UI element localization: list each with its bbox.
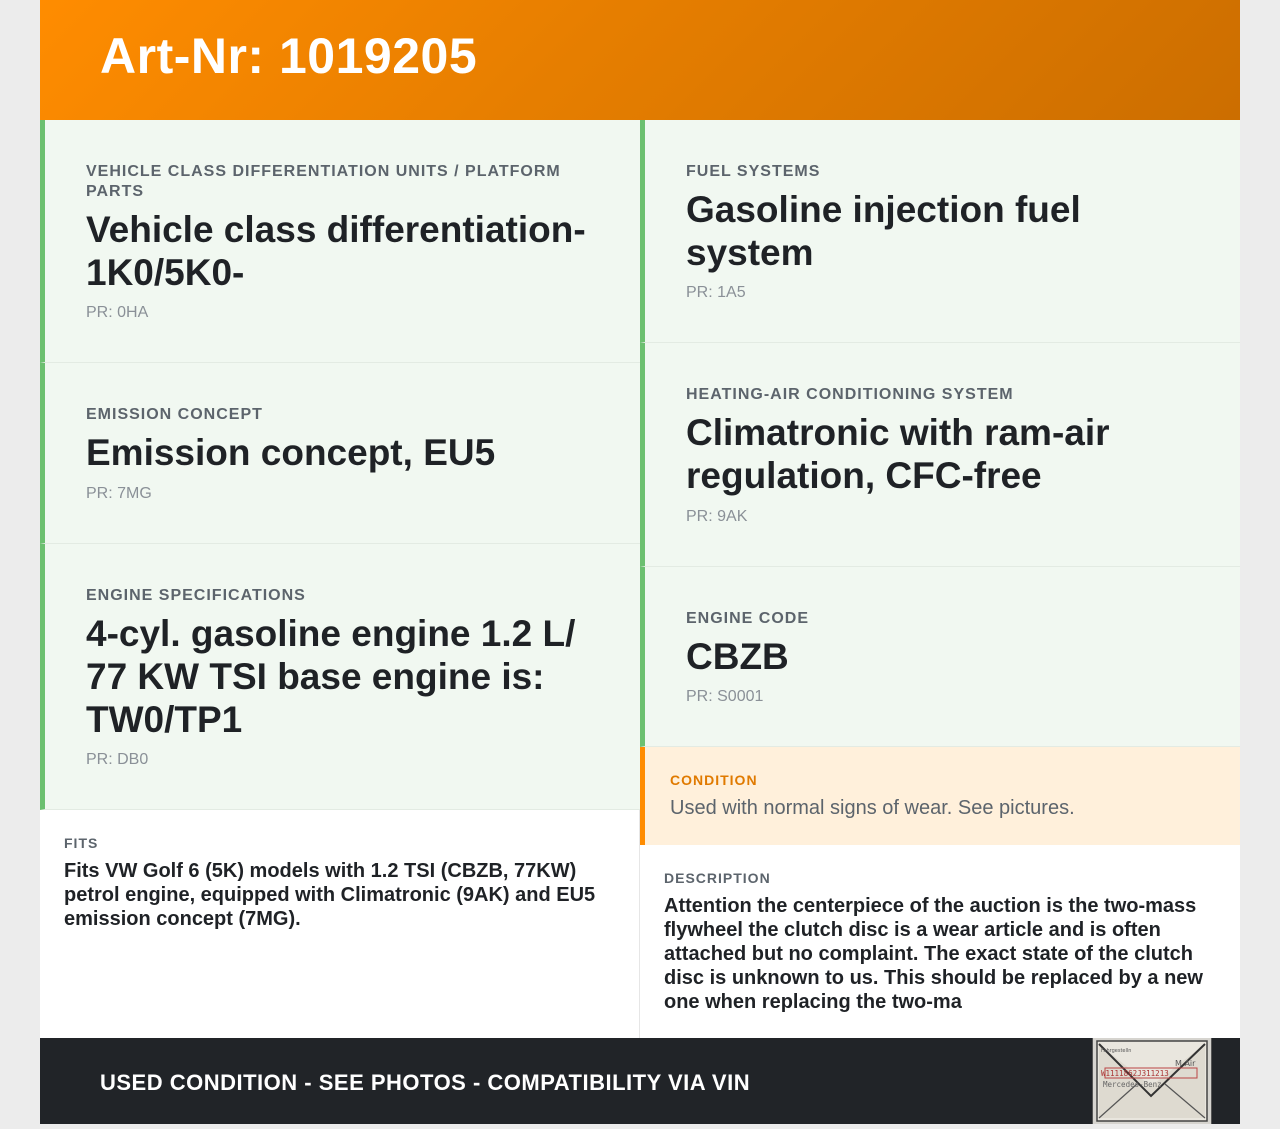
spec-card-category: ENGINE CODE <box>686 610 810 627</box>
spec-card-pr-code: PR: 0HA <box>86 304 149 321</box>
spec-card-category: HEATING-AIR CONDITIONING SYSTEM <box>686 386 1014 403</box>
description-label: DESCRIPTION <box>664 870 771 886</box>
spec-card-category: ENGINE SPECIFICATIONS <box>86 587 306 604</box>
thumb-label-3: W1111862J311213 <box>1101 1069 1169 1078</box>
spec-card-pr-code: PR: 1A5 <box>686 284 746 301</box>
vin-plate-image <box>1093 1038 1211 1124</box>
spec-card-pr-code: PR: DB0 <box>86 751 149 768</box>
spec-card-title: Gasoline injection fuel system <box>686 189 1081 273</box>
spec-card-title: Climatronic with ram-air regulation, CFC-free <box>686 412 1110 496</box>
spec-card-title: CBZB <box>686 636 789 677</box>
article-number-title: Art-Nr: 1019205 <box>100 28 478 84</box>
footer-bar <box>40 1038 1240 1124</box>
vin-plate-thumbnail[interactable] <box>1092 1038 1212 1124</box>
condition-text: Used with normal signs of wear. See pictures. <box>670 797 1075 819</box>
spec-card-pr-code: PR: 9AK <box>686 508 748 525</box>
spec-sheet <box>40 0 1240 1124</box>
fits-label: FITS <box>64 835 99 851</box>
column-divider <box>639 810 640 1038</box>
condition-panel <box>640 747 1240 845</box>
footer-text: USED CONDITION - SEE PHOTOS - COMPATIBILITY VIA VIN <box>100 1070 751 1095</box>
spec-card-fuel <box>640 120 1240 343</box>
thumb-label-2: M Air <box>1175 1059 1196 1068</box>
spec-card-platform <box>40 120 640 363</box>
spec-card-category: FUEL SYSTEMS <box>686 163 821 180</box>
spec-card-pr-code: PR: S0001 <box>686 688 764 705</box>
thumb-label-4: Mercedes-Benz <box>1103 1080 1162 1089</box>
spec-card-title: Vehicle class differentiation-1K0/5K0- <box>86 209 586 293</box>
spec-card-category: EMISSION CONCEPT <box>86 406 263 423</box>
header <box>40 0 1240 120</box>
thumb-label-1: Fahrgestelln <box>1101 1048 1132 1054</box>
spec-card-title: 4-cyl. gasoline engine 1.2 L/ 77 KW TSI base engine is: TW0/TP1 <box>86 613 576 740</box>
spec-card-engine-code <box>640 567 1240 747</box>
description-text: Attention the centerpiece of the auction is the two-mass flywheel the clutch disc is a wear article and is often attached but no complaint. The exact state of the clutch disc is unknown to us. This should be replaced by a new one when replacing the two-ma <box>664 895 1203 1013</box>
spec-card-climate <box>640 343 1240 567</box>
spec-card-emission <box>40 363 640 544</box>
spec-card-category: VEHICLE CLASS DIFFERENTIATION UNITS / PLATFORM PARTS <box>86 163 561 200</box>
spec-card-pr-code: PR: 7MG <box>86 485 152 502</box>
condition-label: CONDITION <box>670 772 758 788</box>
spec-card-title: Emission concept, EU5 <box>86 432 496 473</box>
fits-text: Fits VW Golf 6 (5K) models with 1.2 TSI (CBZB, 77KW) petrol engine, equipped with Climatronic (9AK) and EU5 emission concept (7MG). <box>64 860 596 930</box>
spec-card-engine <box>40 544 640 810</box>
